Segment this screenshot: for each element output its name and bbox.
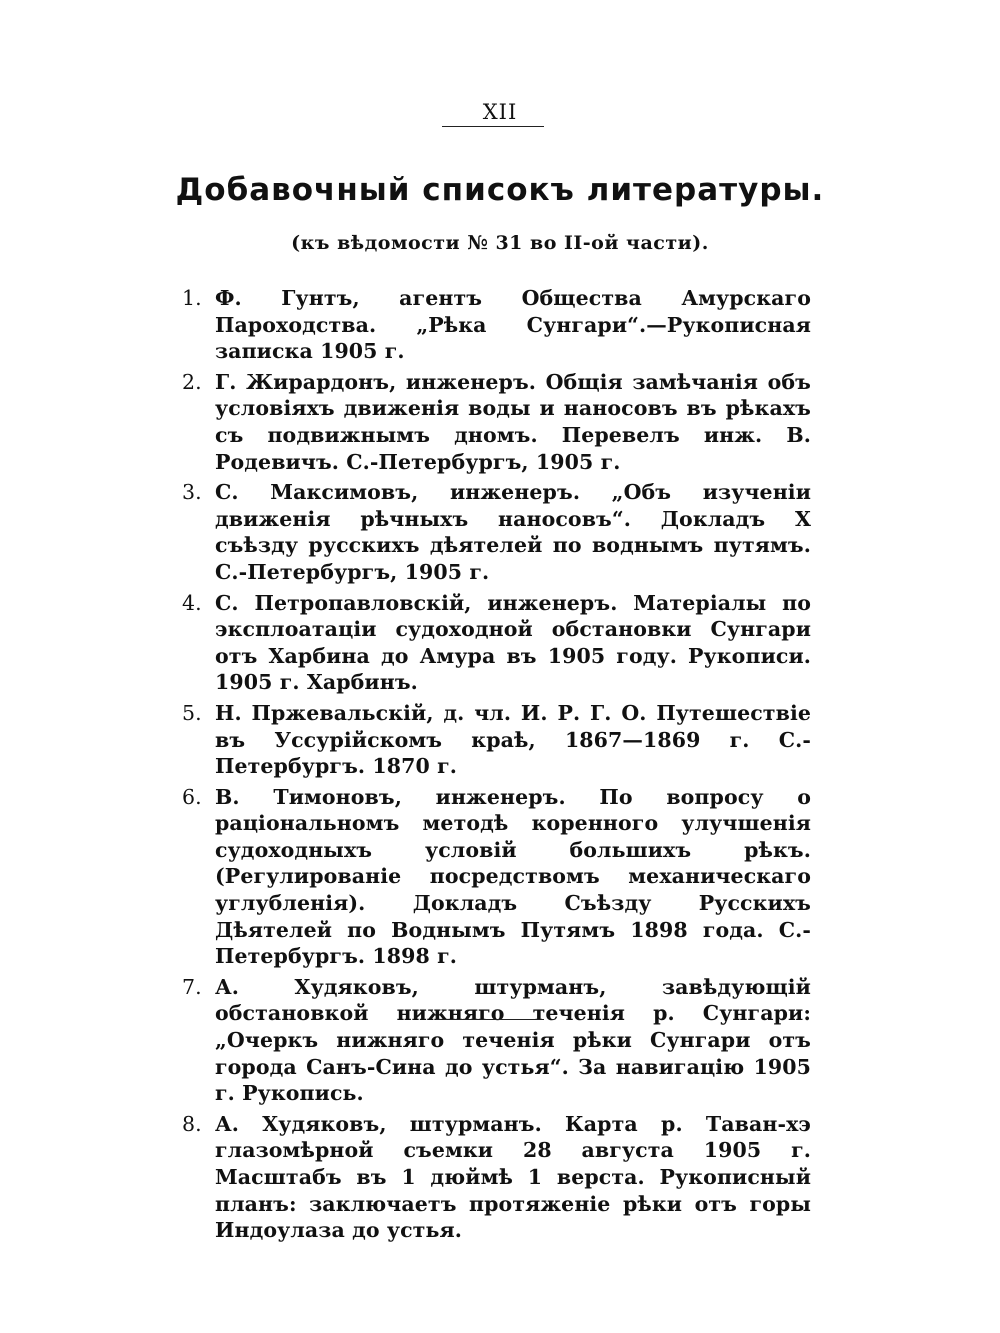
entry-text: С. Максимовъ, инженеръ. „Объ изученіи движенія рѣчныхъ наносовъ“. Докладъ X съѣзду русскихъ дѣятелей по воднымъ путямъ. С.-Петербургъ, 1905 г. <box>215 480 811 584</box>
list-item <box>178 369 811 475</box>
list-item <box>178 974 811 1107</box>
header-divider <box>442 126 544 127</box>
entry-number: 6. <box>182 784 202 809</box>
entry-text: Г. Жирардонъ, инженеръ. Общія замѣчанія объ условіяхъ движенія воды и наносовъ въ рѣкахъ съ подвижнымъ дномъ. Перевелъ инж. В. Родевичъ. С.-Петербургъ, 1905 г. <box>215 369 811 474</box>
end-divider <box>436 1019 544 1020</box>
entry-number: 2. <box>182 369 202 394</box>
entry-number: 5. <box>182 700 202 725</box>
bibliography-list <box>178 285 811 1248</box>
list-item <box>178 285 811 365</box>
entry-number: 4. <box>182 590 202 615</box>
entry-number: 1. <box>182 286 202 310</box>
entry-number: 7. <box>182 974 202 999</box>
entry-text: А. Худяковъ, штурманъ. Карта р. Таван-хэ глазомѣрной съемки 28 августа 1905 г. Масштабъ въ 1 дюймѣ 1 верста. Рукописный планъ: заключаетъ протяженіе рѣки отъ горы Индоулаза до устья. <box>215 1111 811 1243</box>
entry-text: Ф. Гунтъ, агентъ Общества Амурскаго Пароходства. „Рѣка Сунгари“.—Рукописная записка 1905 г. <box>215 286 811 364</box>
entry-number: 8. <box>182 1111 202 1136</box>
page-title: Добавочный списокъ литературы. <box>175 172 825 208</box>
entry-text: А. Худяковъ, штурманъ, завѣдующій обстановкой нижняго теченія р. Сунгари: „Очеркъ нижняго теченія рѣки Сунгари отъ города Санъ-Сина до устья“. За навигацію 1905 г. Рукопись. <box>215 974 811 1106</box>
list-item <box>178 479 811 585</box>
page-subtitle: (къ вѣдомости № 31 во II-ой части). <box>291 232 709 254</box>
entry-number: 3. <box>182 480 202 505</box>
entry-text: С. Петропавловскій, инженеръ. Матеріалы по эксплоатаціи судоходной обстановки Сунгари отъ Харбина до Амура въ 1905 году. Рукописи. 1905 г. Харбинъ. <box>215 590 811 695</box>
entry-text: В. Тимоновъ, инженеръ. По вопросу о раціональномъ методѣ коренного улучшенія судоходныхъ условій большихъ рѣкъ. (Регулированіе посредствомъ механическаго углубленія). Докладъ Съѣзду Русскихъ Дѣятелей по Воднымъ Путямъ 1898 года. С.-Петербургъ. 1898 г. <box>215 784 811 969</box>
list-item <box>178 590 811 696</box>
list-item <box>178 784 811 970</box>
list-item <box>178 1111 811 1244</box>
list-item <box>178 700 811 780</box>
entry-text: Н. Пржевальскій, д. чл. И. Р. Г. О. Путешествіе въ Уссурійскомъ краѣ, 1867—1869 г. С.-Петербургъ. 1870 г. <box>215 700 811 779</box>
page-number: XII <box>482 100 518 124</box>
